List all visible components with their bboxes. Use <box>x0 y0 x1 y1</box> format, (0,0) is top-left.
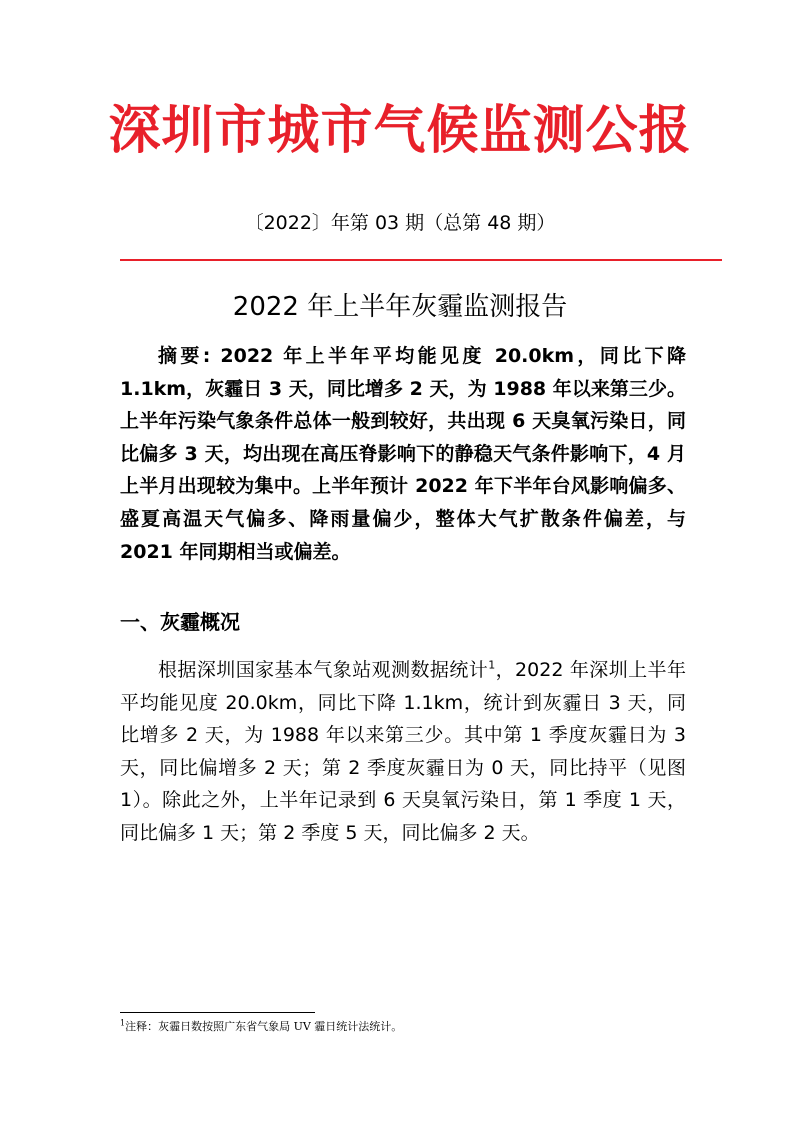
report-title: 2022 年上半年灰霾监测报告 <box>232 292 568 322</box>
section-heading: 一、灰霾概况 <box>120 610 240 634</box>
footnote-text: 注释：灰霾日数按照广东省气象局 UV 霾日统计法统计。 <box>125 1020 403 1033</box>
abstract <box>120 340 686 568</box>
paragraph-start: 根据深圳国家基本气象站观测数据统计 <box>158 659 489 681</box>
footnote <box>120 1018 402 1034</box>
abstract-text: 2022 年上半年平均能见度 20.0km，同比下降 1.1km，灰霾日 3 天，同比增多 2 天，为 1988 年以来第三少。上半年污染气象条件总体一般到较好，共出现 6 天臭氧污染日，同比偏多 3 天，均出现在高压脊影响下的静稳天气条件影响下，4 月上半月出现较为集中。上半年预计 2022 年下半年台风影响偏多、盛夏高温天气偏多、降雨量偏少，整体大气扩散条件偏差，与 2021 年同期相当或偏差。 <box>120 345 686 563</box>
paragraph-rest: ，2022 年深圳上半年平均能见度 20.0km，同比下降 1.1km，统计到灰霾日 3 天，同比增多 2 天，为 1988 年以来第三少。其中第 1 季度灰霾日为 3 天，同比偏增多 2 天；第 2 季度灰霾日为 0 天，同比持平（见图 1）。除此之外，上半年记录到 6 天臭氧污染日，第 1 季度 1 天，同比偏多 1 天；第 2 季度 5 天，同比偏多 2 天。 <box>120 659 686 844</box>
header-divider <box>120 259 722 261</box>
body-paragraph <box>120 654 686 850</box>
footnote-reference[interactable]: 1 <box>488 658 496 672</box>
footnote-divider <box>120 1012 315 1013</box>
footnote-marker: 1 <box>120 1018 126 1028</box>
masthead-title: 深圳市城市气候监测公报 <box>108 100 692 161</box>
issue-number: 〔2022〕年第 03 期（总第 48 期） <box>244 212 556 234</box>
abstract-label: 摘要: <box>158 345 211 367</box>
